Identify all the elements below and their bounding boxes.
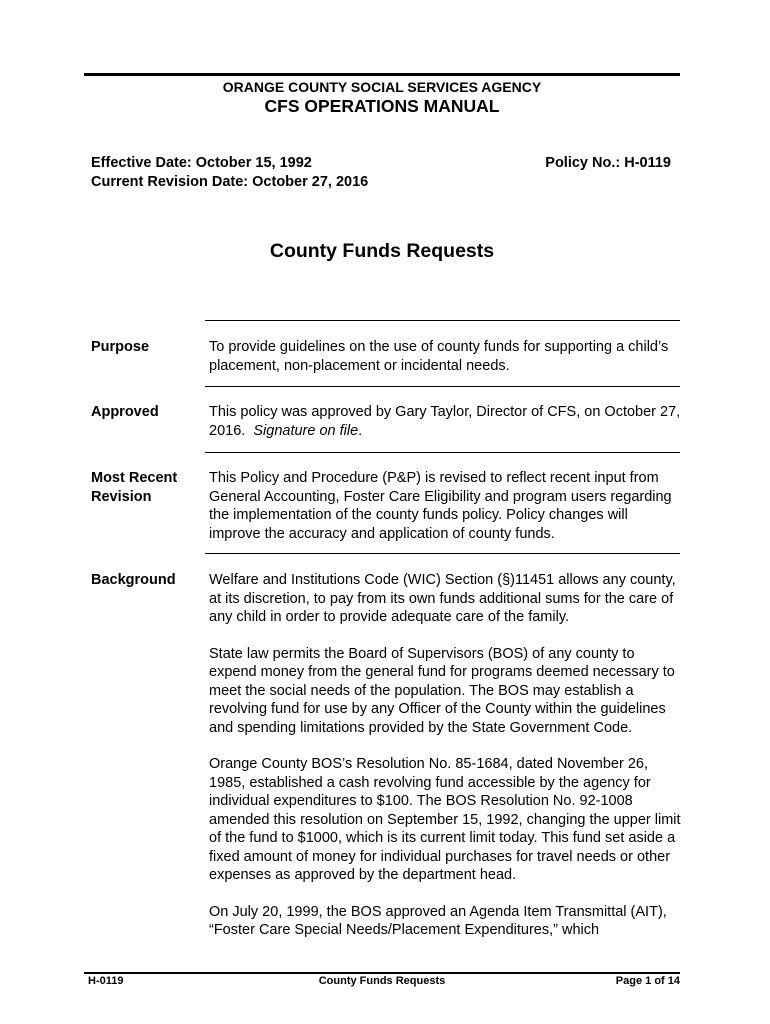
signature-note: Signature on file xyxy=(253,422,359,439)
header-top-rule xyxy=(84,73,680,76)
effective-date: Effective Date: October 15, 1992 xyxy=(91,155,312,171)
page-title: County Funds Requests xyxy=(269,240,495,262)
approved-text: This policy was approved by Gary Taylor, Director of CFS, on October 27, 2016. Signature on file. xyxy=(209,404,681,439)
date-block xyxy=(91,154,368,192)
approved-label: Approved xyxy=(91,404,159,420)
revision-text: This Policy and Procedure (P&P) is revised to reflect recent input from General Accounting, Foster Care Eligibility and program users regarding the implementation of the county funds policy. Policy changes will improve the accuracy and application of county funds. xyxy=(209,470,672,542)
section-divider xyxy=(205,452,680,453)
background-label: Background xyxy=(91,572,176,588)
background-paragraph: State law permits the Board of Supervisors (BOS) of any county to expend money from the general fund for programs deemed necessary to meet the social needs of the population. The BOS may establish a revolving fund for use by any Officer of the County within the guidelines and spending limitations provided by the State Government Code. xyxy=(209,645,675,736)
section-divider xyxy=(205,553,680,554)
section-divider xyxy=(205,386,680,387)
background-paragraph: Welfare and Institutions Code (WIC) Section (§)11451 allows any county, at its discretion, to pay from its own funds additional sums for the care of any child in order to provide adequate care of the family. xyxy=(209,572,676,625)
background-text xyxy=(209,571,681,940)
footer-rule xyxy=(84,972,680,974)
purpose-label: Purpose xyxy=(91,339,150,355)
footer-page-number: Page 1 of 14 xyxy=(615,975,680,987)
policy-number: Policy No.: H-0119 xyxy=(545,155,671,171)
background-paragraph: On July 20, 1999, the BOS approved an Agenda Item Transmittal (AIT), “Foster Care Special Needs/Placement Expenditures,” which xyxy=(209,903,667,938)
footer-title: County Funds Requests xyxy=(318,975,446,987)
section-divider xyxy=(205,320,680,321)
purpose-text: To provide guidelines on the use of county funds for supporting a child’s placement, non-placement or incidental needs. xyxy=(209,339,669,374)
agency-name: ORANGE COUNTY SOCIAL SERVICES AGENCY xyxy=(222,79,542,95)
revision-label: Most Recent Revision xyxy=(91,470,178,505)
manual-title: CFS OPERATIONS MANUAL xyxy=(264,96,500,116)
revision-date: Current Revision Date: October 27, 2016 xyxy=(91,174,369,190)
footer-policy-number: H-0119 xyxy=(88,975,124,987)
background-paragraph: Orange County BOS’s Resolution No. 85-1684, dated November 26, 1985, established a cash revolving fund accessible by the agency for individual expenditures to $100. The BOS Resolution No. 92-1008 amended this resolution on September 15, 1992, changing the upper limit of the fund to $1000, which is its current limit today. This fund set aside a fixed amount of money for individual purchases for travel needs or other expenses as approved by the department head. xyxy=(209,756,681,883)
approved-statement: This policy was approved by Gary Taylor, Director of CFS, on October 27, 2016. xyxy=(209,404,681,439)
